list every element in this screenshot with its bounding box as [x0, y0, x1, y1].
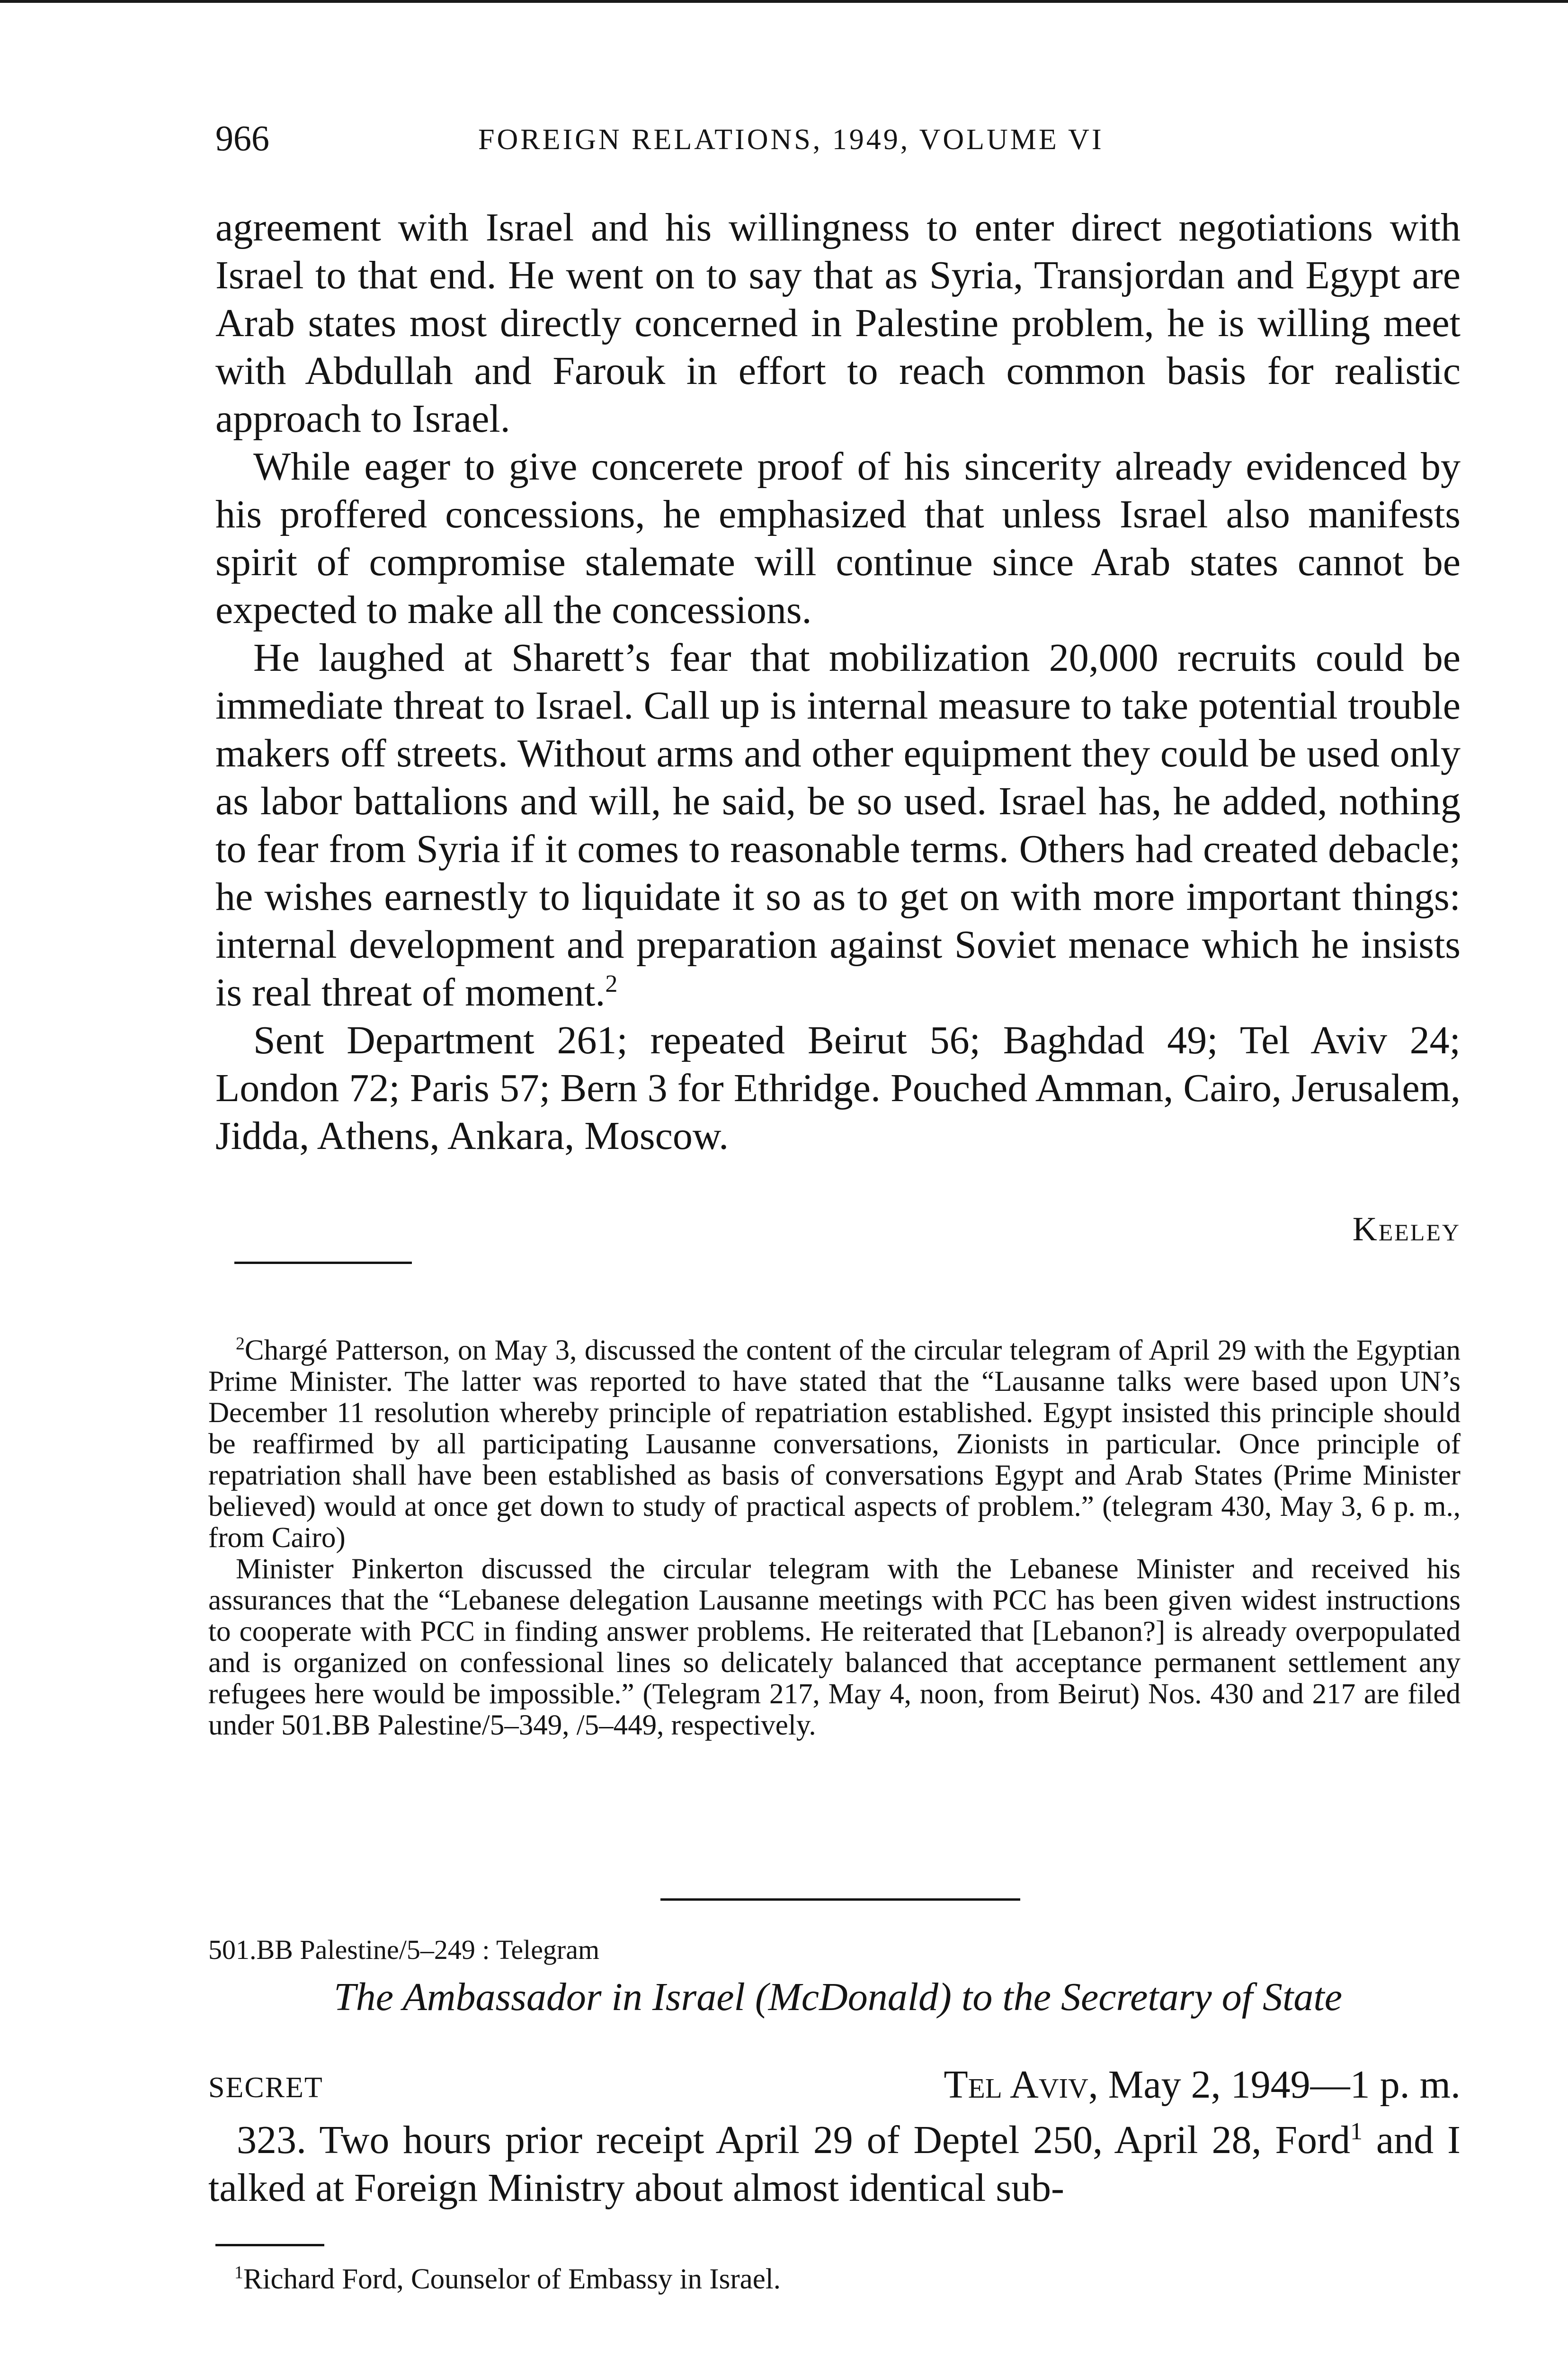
telegram-paragraph [208, 2116, 1461, 2212]
footnote-rule-2 [215, 2244, 324, 2246]
footnote-1-marker: 1 [234, 2262, 243, 2283]
footnote-2 [208, 1335, 1461, 1554]
document-title: The Ambassador in Israel (McDonald) to the Secretary of State [333, 1975, 1343, 2019]
signature: Keeley [1352, 1210, 1461, 1248]
dateline-date: , May 2, 1949—1 p. m. [1088, 2063, 1461, 2107]
file-reference: 501.BB Palestine/5–249 : Telegram [208, 1934, 600, 1965]
page-number: 966 [215, 119, 269, 159]
footnote-2-continued: Minister Pinkerton discussed the circular telegram with the Lebanese Minister and received his assurances that the “Lebanese delegation Lausanne meetings with PCC has been given widest instructions to cooperate with PCC in finding answer problems. He reiterated that [Lebanon?] is already overpopulated and is organized on confessional lines so delicately balanced that acceptance permanent settlement any refugees here would be impossible.” (Telegram 217, May 4, noon, from Beirut) Nos. 430 and 217 are filed under 501.BB Palestine/5–349, /5–449, respectively. [208, 1553, 1461, 1741]
footnote-ref-1: 1 [1350, 2118, 1363, 2145]
classification: SECRET [208, 2072, 323, 2104]
section-divider [660, 1898, 1020, 1901]
body-paragraph-4: Sent Department 261; repeated Beirut 56; Baghdad 49; Tel Aviv 24; London 72; Paris 57; Bern 3 for Ethridge. Pouched Amman, Cairo, Jerusalem, Jidda, Athens, Ankara, Moscow. [215, 1018, 1461, 1158]
footnote-2-marker: 2 [236, 1334, 245, 1354]
telegram-body [208, 2116, 1461, 2212]
page-header [215, 118, 1461, 166]
top-edge-rule [0, 0, 1568, 3]
running-head: FOREIGN RELATIONS, 1949, VOLUME VI [478, 124, 1104, 156]
dateline-place: Tel Aviv [944, 2063, 1088, 2107]
body-paragraph-3-text: He laughed at Sharett’s fear that mobilization 20,000 recruits could be immediate threat to Israel. Call up is internal measure to take potential trouble makers off streets. Without arms and other equipment they could be used only as labor battalions and will, he said, be so used. Israel has, he added, nothing to fear from Syria if it comes to reasonable terms. Others had created debacle; he wishes earnestly to liquidate it so as to get on with more important things: internal development and preparation against Soviet menace which he insists is real threat of moment. [215, 636, 1461, 1014]
footnote-2-text: Chargé Patterson, on May 3, discussed the content of the circular telegram of April 29 with the Egyptian Prime Minister. The latter was reported to have stated that the “Lausanne talks were based upon UN’s December 11 resolution whereby principle of repatriation established. Egypt insisted this principle should be reaffirmed by all participating Lausanne conversations, Zionists in particular. Once principle of repatriation shall have been established as basis of conversations Egypt and Arab States (Prime Minister believed) would at once get down to study of practical aspects of problem.” (telegram 430, May 3, 6 p. m., from Cairo) [208, 1335, 1461, 1554]
footnote-1 [234, 2263, 781, 2296]
dateline [208, 2062, 1461, 2114]
footnote-1-text: Richard Ford, Counselor of Embassy in Israel. [243, 2263, 781, 2295]
body-paragraph-2: While eager to give concerete proof of his sincerity already evidenced by his proffered concessions, he emphasized that unless Israel also manifests spirit of compromise stalemate will continue since Arab states cannot be expected to make all the concessions. [215, 445, 1461, 632]
telegram-text-continued: and I talked at Foreign Ministry about almost identical sub- [208, 2118, 1461, 2210]
footnotes [208, 1335, 1461, 1741]
body-paragraph-1: agreement with Israel and his willingness to enter direct negotiations with Israel to that end. He went on to say that as Syria, Transjordan and Egypt are Arab states most directly concerned in Palestine problem, he is willing meet with Abdullah and Farouk in effort to reach common basis for realistic approach to Israel. [215, 205, 1461, 441]
body-text [215, 204, 1461, 1160]
body-paragraph-3 [215, 634, 1461, 1016]
dateline-text [944, 2062, 1461, 2108]
telegram-text-start: 323. Two hours prior receipt April 29 of Deptel 250, April 28, Ford [237, 2118, 1351, 2162]
footnote-rule [234, 1262, 412, 1264]
footnote-ref-2: 2 [605, 970, 618, 997]
